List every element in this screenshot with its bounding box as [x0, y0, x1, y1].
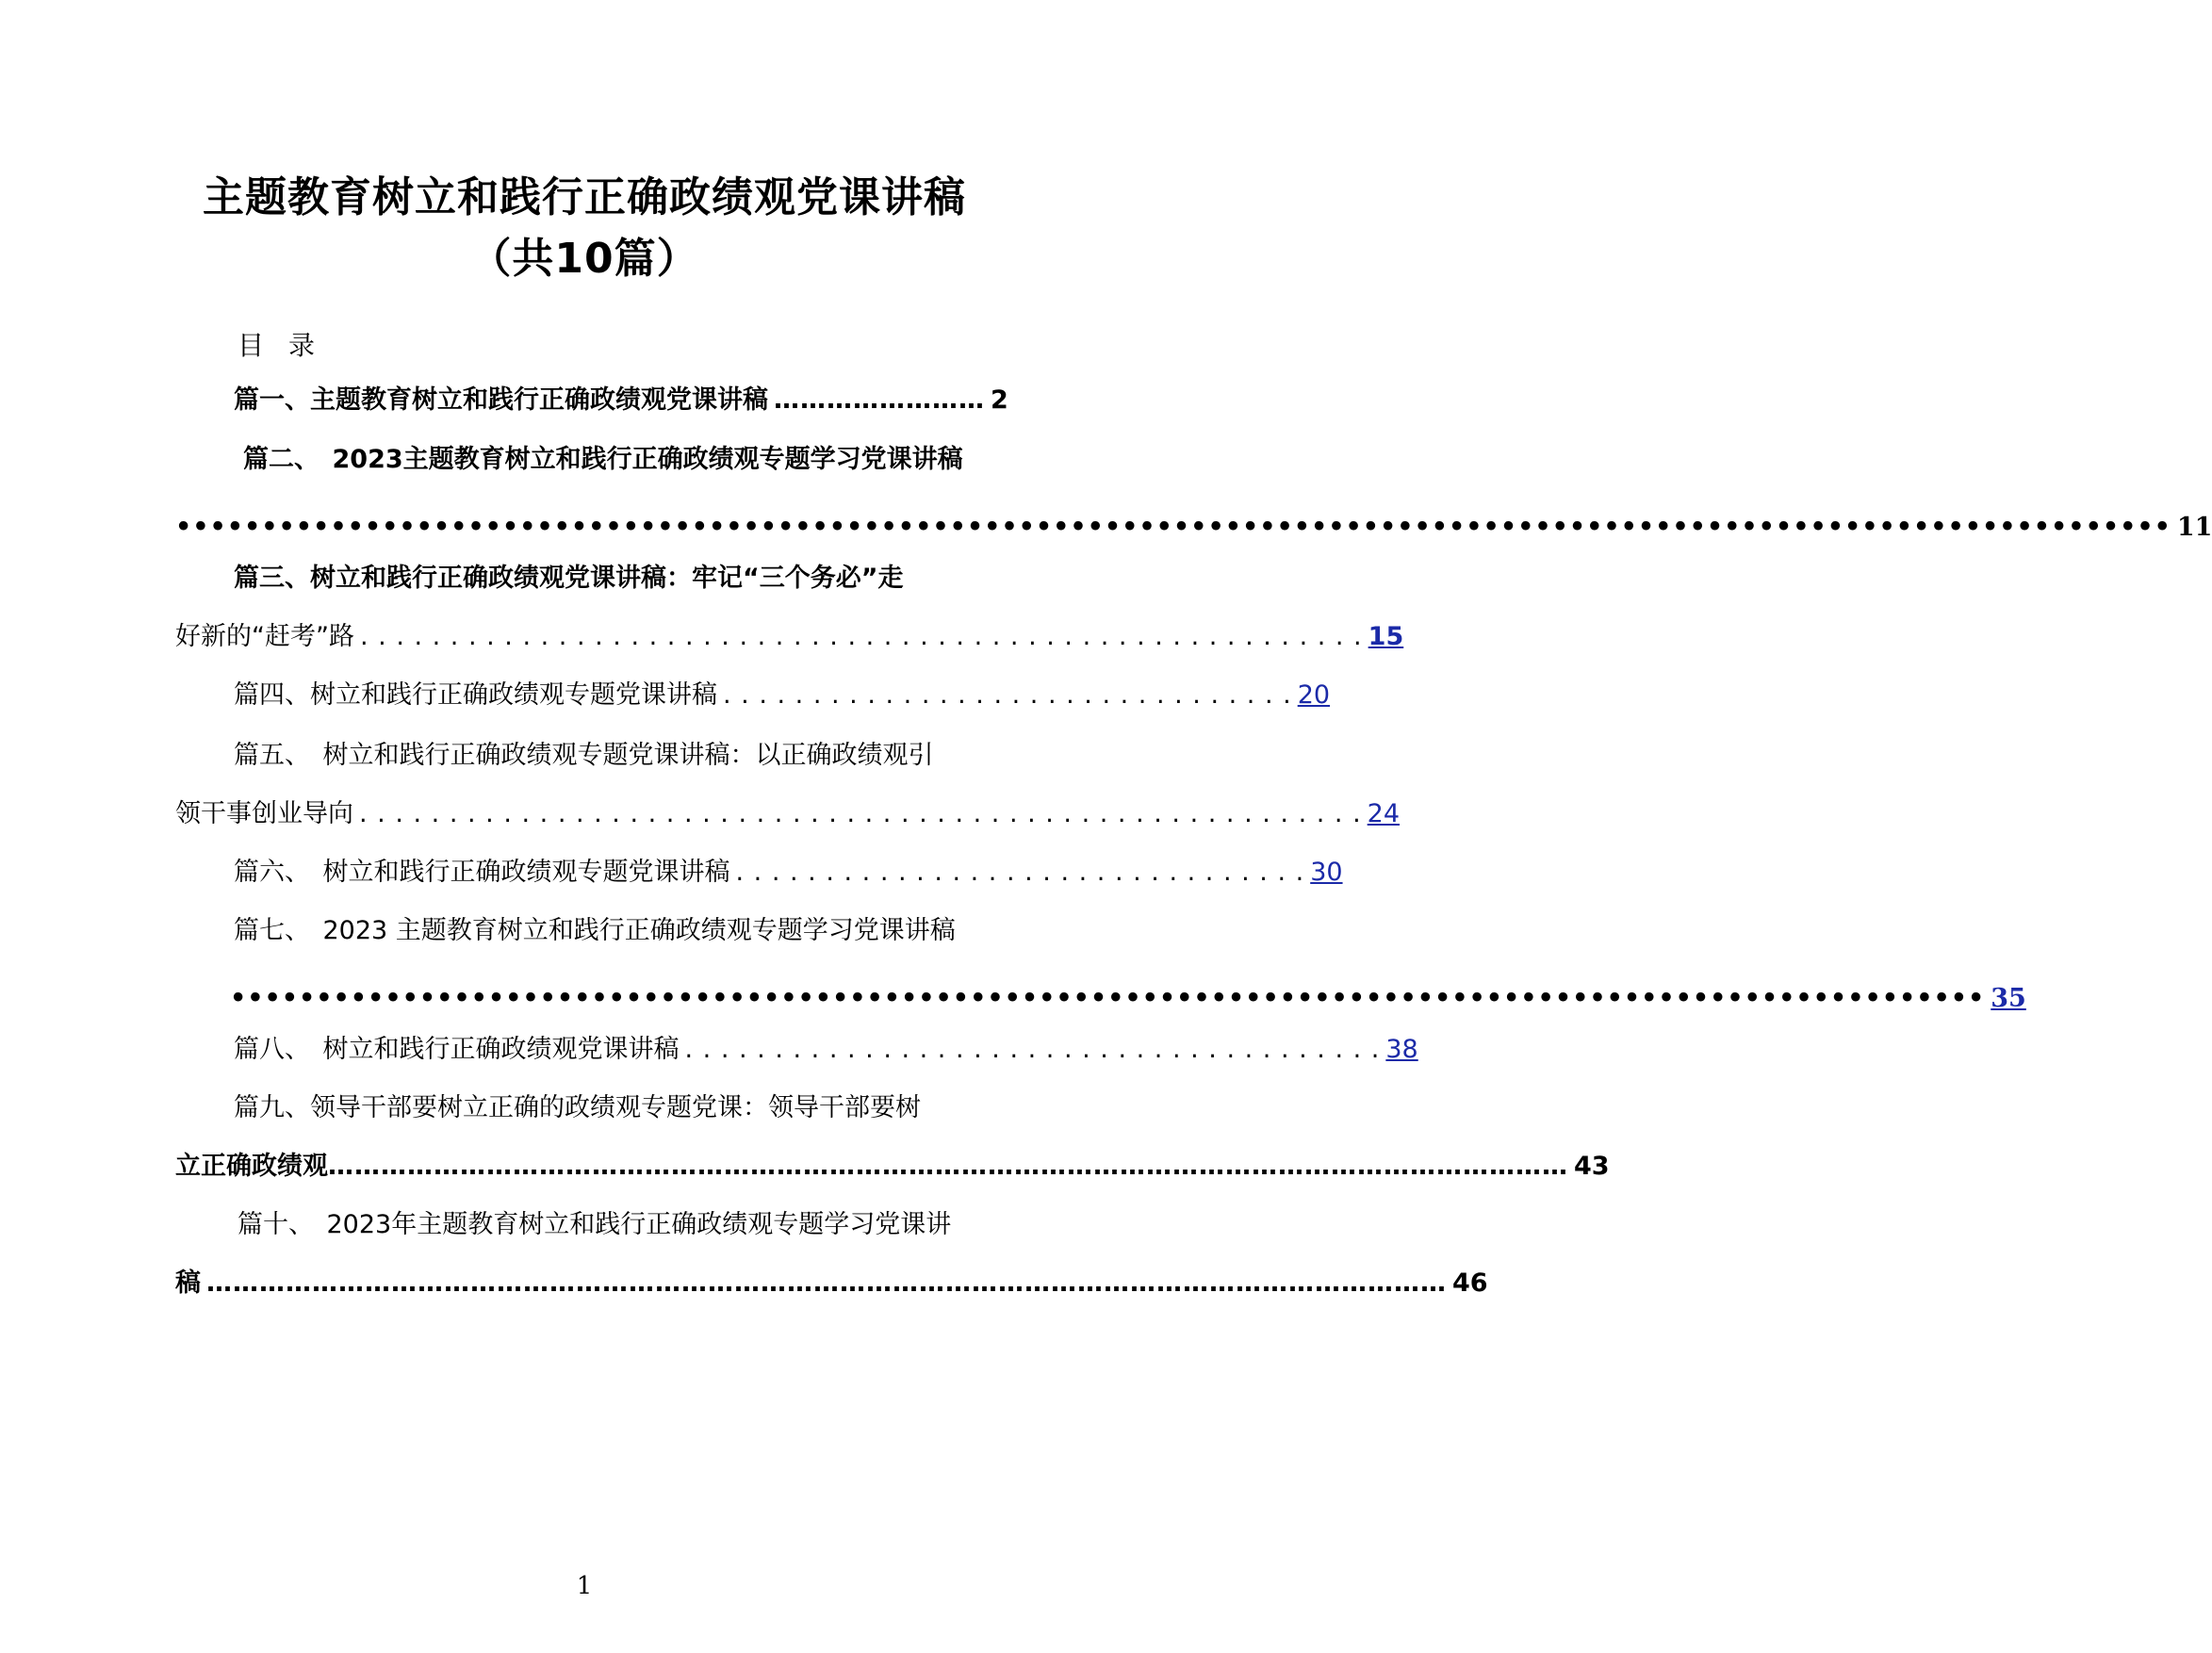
toc-page-number: 46 [1452, 1268, 1488, 1298]
toc-entry-7[interactable] [234, 912, 988, 950]
toc-page-link[interactable]: 30 [1310, 858, 1343, 887]
toc-entry-text: 篇十、 2023年主题教育树立和践行正确政绩观专题学习党课讲 [238, 1210, 952, 1239]
toc-page-number: 43 [1574, 1152, 1610, 1181]
toc-leader: . . . . . . . . . . . . . . . . . . . . . . . . . . . . . . . . [735, 858, 1305, 887]
toc-entry-9-cont[interactable] [175, 1148, 1610, 1186]
toc-entry-text: 篇五、 树立和践行正确政绩观专题党课讲稿：以正确政绩观引 [234, 741, 934, 770]
toc-entry-8[interactable] [234, 1031, 1418, 1069]
toc-entry-3-cont[interactable] [175, 618, 1404, 656]
toc-entry-text: 篇六、 树立和践行正确政绩观专题党课讲稿 [234, 858, 730, 887]
toc-entry-1[interactable] [234, 382, 1008, 419]
toc-entry-4[interactable] [234, 677, 1331, 714]
toc-page-link[interactable]: 15 [1368, 622, 1404, 651]
toc-leader: •••••••••••••••••••••••••••••••••••••••••••••••••••••••••••••••••••••••••••••••••••••••••••••••••••••• [230, 984, 1986, 1013]
toc-entry-10[interactable] [238, 1206, 991, 1244]
toc-entry-text: 稿 [175, 1268, 201, 1298]
toc-leader: …………………………………………………………………………………………………………………………… [328, 1152, 1568, 1181]
toc-page-number: 11 [2176, 513, 2212, 542]
toc-page-link[interactable]: 24 [1367, 799, 1401, 828]
toc-leader: . . . . . . . . . . . . . . . . . . . . . . . . . . . . . . . . . . . . . . . . . . . . . . . . . . . . . . . . [359, 799, 1362, 828]
toc-entry-text: 好新的“赶考”路 [175, 622, 354, 651]
toc-entry-9[interactable] [234, 1089, 988, 1127]
toc-leader: . . . . . . . . . . . . . . . . . . . . . . . . . . . . . . . . . . . . . . . [684, 1035, 1381, 1064]
toc-entry-2[interactable] [243, 441, 997, 479]
toc-entry-text: 篇七、 2023 主题教育树立和践行正确政绩观专题学习党课讲稿 [234, 916, 956, 945]
toc-entry-text: 篇一、主题教育树立和践行正确政绩观党课讲稿 [234, 385, 768, 415]
toc-page-link[interactable]: 20 [1297, 680, 1331, 710]
toc-entry-3[interactable] [234, 560, 988, 597]
toc-leader: . . . . . . . . . . . . . . . . . . . . . . . . . . . . . . . . . . . . . . . . . . . . . . . . . . . . . . . . [359, 622, 1363, 651]
document-title: 主题教育树立和践行正确政绩观党课讲稿 [203, 173, 966, 221]
page-number: 1 [576, 1572, 593, 1600]
toc-entry-7-leader[interactable] [230, 980, 2026, 1018]
toc-page-link[interactable]: 35 [1991, 984, 2026, 1013]
toc-page-link[interactable]: 38 [1385, 1035, 1418, 1064]
toc-entry-5-cont[interactable] [175, 795, 1401, 833]
toc-entry-6[interactable] [234, 854, 1343, 892]
toc-entry-text: 篇八、 树立和践行正确政绩观党课讲稿 [234, 1035, 680, 1064]
toc-page-number: 2 [991, 385, 1008, 415]
toc-heading: 目录 [238, 330, 340, 361]
toc-entry-text: 领干事创业导向 [175, 799, 353, 828]
toc-entry-text: 篇四、树立和践行正确政绩观专题党课讲稿 [234, 680, 717, 710]
toc-entry-2-leader[interactable] [175, 509, 2212, 547]
toc-leader: •••••••••••••••••••••••••••••••••••••••••••••••••••••••••••••••••••••••••••••••••••••••••••••••••••••••••••••••••••• [175, 513, 2171, 542]
toc-entry-5[interactable] [234, 737, 988, 775]
toc-entry-text: 篇九、领导干部要树立正确的政绩观专题党课：领导干部要树 [234, 1093, 921, 1122]
toc-entry-text: 篇二、 2023主题教育树立和践行正确政绩观专题学习党课讲稿 [243, 445, 963, 474]
toc-leader: . . . . . . . . . . . . . . . . . . . . . . . . . . . . . . . . [723, 680, 1292, 710]
toc-leader: …………………… [774, 385, 985, 415]
toc-entry-text: 立正确政绩观 [175, 1152, 328, 1181]
toc-entry-10-cont[interactable] [175, 1265, 1488, 1302]
toc-entry-text: 篇三、树立和践行正确政绩观党课讲稿：牢记“三个务必”走 [234, 564, 904, 593]
toc-leader: …………………………………………………………………………………………………………………………… [206, 1268, 1447, 1298]
document-subtitle: （共10篇） [469, 235, 699, 283]
